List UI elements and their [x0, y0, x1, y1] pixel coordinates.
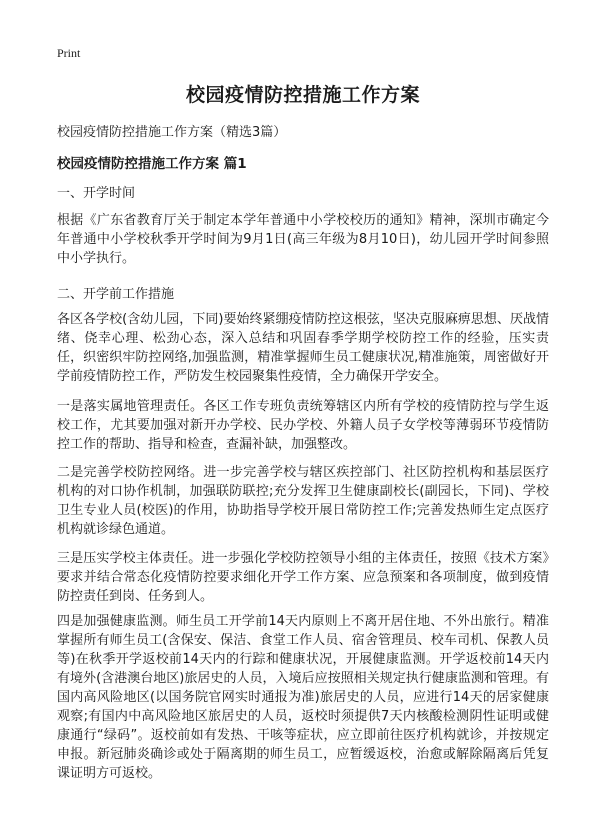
paragraph-territorial-responsibility: 一是落实属地管理责任。各区工作专班负责统筹辖区内所有学校的疫情防控与学生返校工作，尤其要加强对新开办学校、民办学校、外籍人员子女学校等薄弱环节疫情防控工作的帮助、指导和检查，查漏补缺，加强整改。: [57, 399, 549, 452]
section-title: 校园疫情防控措施工作方案 篇1: [57, 156, 247, 172]
heading-pre-start-measures: 二、开学前工作措施: [57, 287, 175, 302]
paragraph-health-monitoring: 四是加强健康监测。师生员工开学前14天内原则上不离开居住地、不外出旅行。精准掌握所有师生员工(含保安、保洁、食堂工作人员、宿舍管理员、校车司机、保教人员等)在秋季开学返校前14天内的行踪和健康状况，开展健康监测。开学返校前14天内有境外(含港澳台地区)旅居史的人员，入境后应按照相关规定执行健康监测和管理。有国内高风险地区(以国务院官网实时通报为准)旅居史的人员，应进行14天的居家健康观察;有国内中高风险地区旅居史的人员，返校时须提供7天内核酸检测阴性证明或健康通行“绿码”。返校前如有发热、干咳等症状，应立即前往医疗机构就诊，并按规定申报。新冠肺炎确诊或处于隔离期的师生员工，应暂缓返校，治愈或解除隔离后凭复课证明方可返校。: [57, 614, 549, 781]
paragraph-measures-intro: 各区各学校(含幼儿园，下同)要始终紧绷疫情防控这根弦，坚决克服麻痹思想、厌战情绪、侥幸心理、松劲心态，深入总结和巩固春季学期学校防控工作的经验，压实责任，织密织牢防控网络,加强监测，精准掌握师生员工健康状况,精准施策，周密做好开学前疫情防控工作，严防发生校园聚集性疫情，全力确保开学安全。: [57, 312, 549, 384]
heading-start-time: 一、开学时间: [57, 186, 136, 201]
paragraph-start-time: 根据《广东省教育厅关于制定本学年普通中小学校校历的通知》精神，深圳市确定今年普通中小学校秋季开学时间为9月1日(高三年级为8月10日)，幼儿园开学时间参照中小学执行。: [57, 213, 549, 266]
document-subtitle: 校园疫情防控措施工作方案（精选3篇）: [57, 125, 287, 140]
page-title: 校园疫情防控措施工作方案: [185, 84, 420, 106]
paragraph-prevention-network: 二是完善学校防控网络。进一步完善学校与辖区疾控部门、社区防控机构和基层医疗机构的对口协作机制，加强联防联控;充分发挥卫生健康副校长(副园长，下同)、学校卫生专业人员(校医)的作用，协助指导学校开展日常防控工作;完善发热师生定点医疗机构就诊绿色通道。: [57, 465, 549, 537]
print-label: Print: [57, 46, 81, 60]
paragraph-school-responsibility: 三是压实学校主体责任。进一步强化学校防控领导小组的主体责任，按照《技术方案》要求并结合常态化疫情防控要求细化开学工作方案、应急预案和各项制度，做到疫情防控责任到岗、任务到人。: [57, 551, 549, 604]
